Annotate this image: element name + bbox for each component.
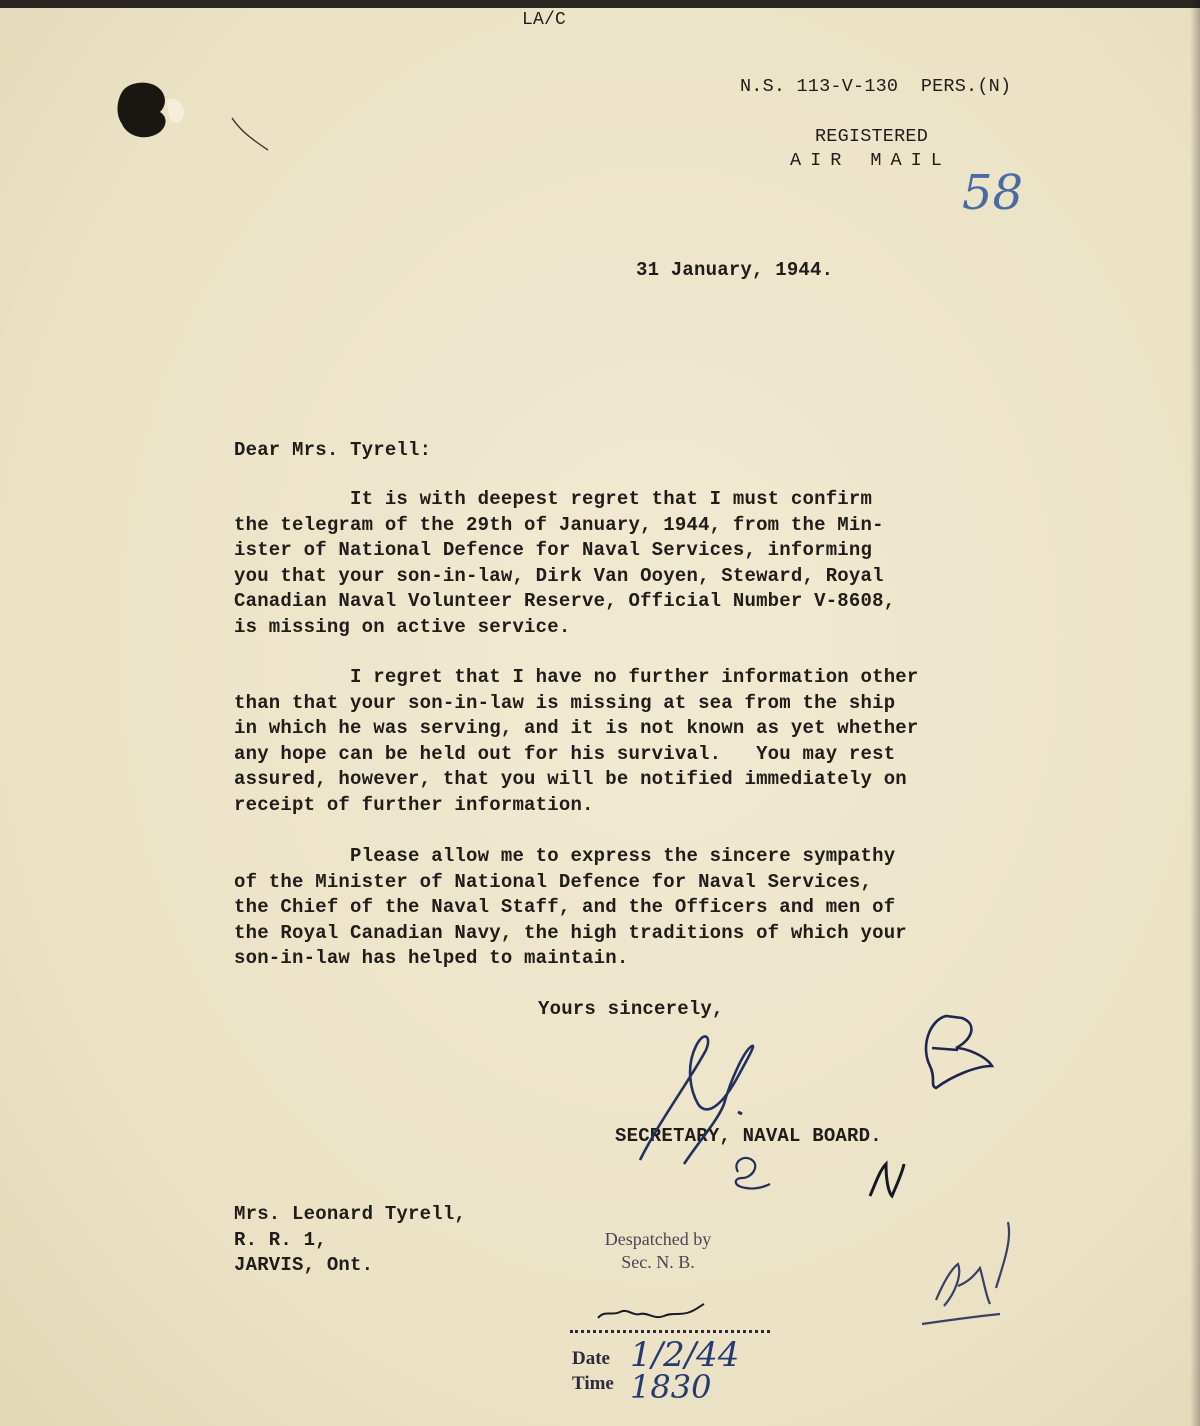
stamp-date-label: Date xyxy=(572,1348,610,1369)
paragraph-3: Please allow me to express the sincere sympathy of the Minister of National Defence for Naval Services, the Chief of the Naval Staff, and the Officers and men of the Royal Canadian Navy, the high traditions of which your son-in-law has helped to maintain. xyxy=(234,845,907,969)
signature-dot xyxy=(738,1112,742,1114)
initials-b-mark xyxy=(926,1016,992,1088)
paragraph-1: It is with deepest regret that I must confirm the telegram of the 29th of January, 1944, from the Min- ister of National Defence for Naval Services, informing you that your son-in-law, Dirk Van Ooyen, Steward, Royal Canadian Naval Volunteer Reserve, Official Number V-8608, is missing on active service. xyxy=(234,488,896,638)
paper-stain-mark xyxy=(166,99,184,123)
letter-date: 31 January, 1944. xyxy=(636,259,834,281)
clerk-initials-mark xyxy=(598,1304,704,1318)
initials-dm-mark xyxy=(922,1222,1009,1324)
paragraph-2: I regret that I have no further information other than that your son-in-law is missing at sea from the ship in which he was serving, and it is not known as yet whether any hope can be held out for his survival. You may rest assured, however, that you will be notified immediately on receipt of further information. xyxy=(234,666,919,816)
handwritten-date: 1/2/44 xyxy=(630,1335,740,1375)
closing: Yours sincerely, xyxy=(538,998,724,1020)
air-mail-label: AIR MAIL xyxy=(790,150,951,171)
reference-number: N.S. 113-V-130 PERS.(N) xyxy=(740,76,1012,97)
scan-top-edge xyxy=(0,0,1200,8)
stamp-time-label: Time xyxy=(572,1373,614,1394)
paper-crease-mark xyxy=(232,118,268,150)
salutation: Dear Mrs. Tyrell: xyxy=(234,439,432,461)
file-code: LA/C xyxy=(522,10,567,30)
initials-w-mark xyxy=(870,1164,904,1196)
despatched-stamp: Despatched by Sec. N. B. xyxy=(604,1229,712,1272)
recipient-address: Mrs. Leonard Tyrell, R. R. 1, JARVIS, Ont. xyxy=(234,1203,467,1276)
registered-label: REGISTERED xyxy=(815,126,929,147)
scan-right-edge xyxy=(1190,0,1200,1426)
initials-small-mark xyxy=(736,1158,770,1189)
signatory-title: SECRETARY, NAVAL BOARD. xyxy=(615,1125,882,1147)
handwritten-time: 1830 xyxy=(630,1368,712,1406)
stamp-dotted-line xyxy=(570,1330,770,1333)
handwritten-number: 58 xyxy=(962,165,1024,221)
paper-damage-mark xyxy=(118,83,166,138)
